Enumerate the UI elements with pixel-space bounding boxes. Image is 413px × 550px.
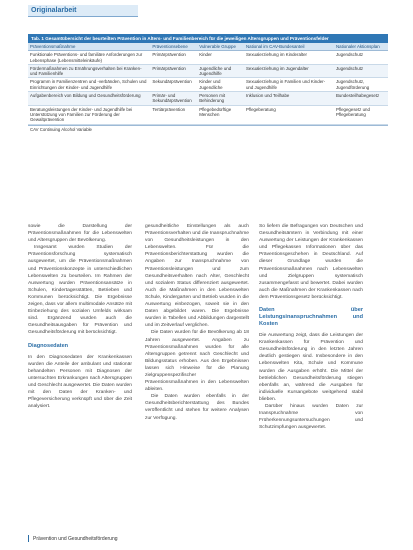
table-row — [28, 51, 388, 65]
table-cell: Programm in Familienzentren und -verbänden, Schulen und Einrichtungen der Kinder- und Jugendhilfe — [28, 78, 150, 92]
paragraph: Insgesamt wurden Studien der Präventionsforschung systematisch ausgewertet, um die Präventionsmaßnahmen und Präventionskonzepte in unterschiedlichen Lebenswelten zu beurteilen. Im Rahmen der Auswertung wurden Präventionsansätze in Schulen, Kindertagesstätten, Betrieben und Kommunen berücksichtigt. Die Ergebnisse zeigen, dass vor allem multimodale Ansätze mit Einbeziehung des sozialen Umfelds wirksam sind. Ergänzend wurden auch die Gesundheitsausgaben für Prävention und Gesundheitsförderung mit berücksichtigt. — [28, 245, 132, 336]
table-cell: Primär- und Sekundärprävention — [150, 92, 197, 106]
text-column-right — [259, 223, 363, 431]
table-cell: Pflegeberatung — [244, 105, 334, 124]
column-header: National im CAV-Bundesanteil — [244, 43, 334, 51]
paragraph: So liefern die Befragungen von Deutschen und Gesundheitsämtern in Verbindung mit einer Auswertung der Leistungen der Krankenkassen und Pflegekassen Informationen über das Präventionsgeschehen in Deutschland. Auf dieser Grundlage wurden die Präventionsmaßnahmen nach Lebenswelten und Zielgruppen systematisch zusammengefasst und bewertet. Dabei wurden auch die Maßnahmen der Krankenkassen nach dem Präventionsgesetz berücksichtigt. — [259, 224, 363, 300]
overview-table — [28, 34, 388, 133]
table-cell: Beratungsleistungen der Kinder- und Jugendhilfe bei Unterstützung von Familien zur Förderung der Gewaltprävention — [28, 105, 150, 124]
table-cell: Aufgabenbereich von Bildung und Gesundheitsförderung — [28, 92, 150, 106]
table-cell: Sexualerziehung im Kinderalter — [244, 51, 334, 65]
column-header: Nationaler Aktionsplan — [334, 43, 388, 51]
section-label: Originalarbeit — [28, 5, 138, 17]
table-cell: Primärprävention — [150, 64, 197, 78]
table-cell: Jugendschutz — [334, 51, 388, 65]
paragraph: Darüber hinaus wurden Daten zur Inanspruchnahme von Früherkennungsuntersuchungen und Schutzimpfungen ausgewertet. — [259, 403, 363, 431]
page-footer — [28, 535, 118, 542]
footer-divider — [28, 535, 29, 542]
table-cell: Tertiärprävention — [150, 105, 197, 124]
text-column-left — [28, 223, 132, 410]
table-cell: Fördermaßnahmen zu Ernährungsverhalten bei Kranken- und Familienhilfe — [28, 64, 150, 78]
table-caption: Tab. 1 Gesamtübersicht der beurteilten Prävention in Alters- und Familienbereich für die jeweiligen Altersgruppen und Präventionsfelder — [28, 34, 388, 43]
table-cell: Kinder — [197, 51, 244, 65]
journal-name: Prävention und Gesundheitsförderung — [33, 535, 118, 542]
table-cell: Bundesteilhabegesetz — [334, 92, 388, 106]
table-row — [28, 92, 388, 106]
table-cell: Kinder und Jugendliche — [197, 78, 244, 92]
table-cell: Jugendschutz — [334, 64, 388, 78]
table-cell: Pflegegesetz und Pflegeberatung — [334, 105, 388, 124]
table-cell: Personen mit Behinderung — [197, 92, 244, 106]
text-column-middle — [145, 223, 249, 422]
table-cell: Jugendschutz, Jugendförderung — [334, 78, 388, 92]
paragraph: Die Daten wurden ebenfalls in der Gesundheitsberichterstattung des Bundes veröffentlicht und stehen für weitere Analysen zur Verfügung. — [145, 394, 249, 421]
column-header: Vulnerable Gruppe — [197, 43, 244, 51]
table-cell: Sexualerziehung im Jugendalter — [244, 64, 334, 78]
table-cell: Funktionale Präventions- und familiäre Anforderungen zur Lebensphase (Lebensmitteleinkäufe) — [28, 51, 150, 65]
table-cell: Primärprävention — [150, 51, 197, 65]
column-header: Präventionsebene — [150, 43, 197, 51]
paragraph: In den Diagnosedaten der Krankenkassen wurden die Anteile der ambulant und stationär behandelten Personen mit Diagnosen der untersuchten Erkrankungen nach Altersgruppen und Geschlecht ausgewertet. Die Daten wurden mit den Daten der Kranken- und Pflegeversicherung verknüpft und über die Zeit analysiert. — [28, 354, 132, 410]
table-cell: Sekundärprävention — [150, 78, 197, 92]
paragraph: gesundheitliche Einstellungen als auch Präventionsverhalten und die Inanspruchnahme von Gesundheitsleistungen in den Lebenswelten. Für die Präventionsberichterstattung wurden die Angaben zur Inanspruchnahme von Präventionsleistungen und zum Gesundheitsverhalten nach Alter, Geschlecht und sozialem Status differenziert ausgewertet. Auch die Maßnahmen in den Lebenswelten Schule, Kindergarten und Betrieb wurden in die Auswertung einbezogen, soweit sie in den Daten abgebildet waren. Die Ergebnisse wurden in Tabellen und Abbildungen dargestellt und im Zeitverlauf verglichen. — [145, 224, 249, 329]
section-heading: Daten über Leistungsinanspruchnahmen und Kosten — [259, 307, 363, 328]
table-cell: Jugendliche und Jugendhilfe — [197, 64, 244, 78]
table-header-row — [28, 43, 388, 51]
table-cell: Pflegebedürftige Menschen — [197, 105, 244, 124]
table-footnote: CAV Continuing Alcohol Variable — [28, 125, 388, 133]
section-heading: Diagnosedaten — [28, 342, 69, 349]
table-row — [28, 105, 388, 124]
table-cell: Inklusion und Teilhabe — [244, 92, 334, 106]
table-cell: Sexualerziehung in Familien und Kinder- und Jugendhilfe — [244, 78, 334, 92]
table-row — [28, 78, 388, 92]
table-row — [28, 64, 388, 78]
paragraph: Die Auswertung zeigt, dass die Leistungen der Krankenkassen für Prävention und Gesundheitsförderung in den letzten Jahren deutlich gestiegen sind. Insbesondere in den Lebenswelten Kita, Schule und Kommune wurden die Ausgaben erhöht. Die Mittel der betrieblichen Gesundheitsförderung stiegen ebenfalls an, während die Ausgaben für individuelle Kursangebote weitgehend stabil blieben. — [259, 333, 363, 402]
column-header: Präventionsmaßnahme — [28, 43, 150, 51]
paragraph: sowie die Darstellung der Präventionsmaßnahmen für die Lebenswelten und Altersgruppen der Bevölkerung. — [28, 224, 132, 244]
paragraph: Die Daten wurden für die Bevölkerung ab 18 Jahren ausgewertet. Angaben zu Präventionsmaßnahmen wurden für alle Altersgruppen getrennt nach Geschlecht und Bildungsstatus erhoben. Aus den Ergebnissen lassen sich Hinweise für die Planung zielgruppenspezifischer Präventionsmaßnahmen in den Lebenswelten ableiten. — [145, 330, 249, 393]
